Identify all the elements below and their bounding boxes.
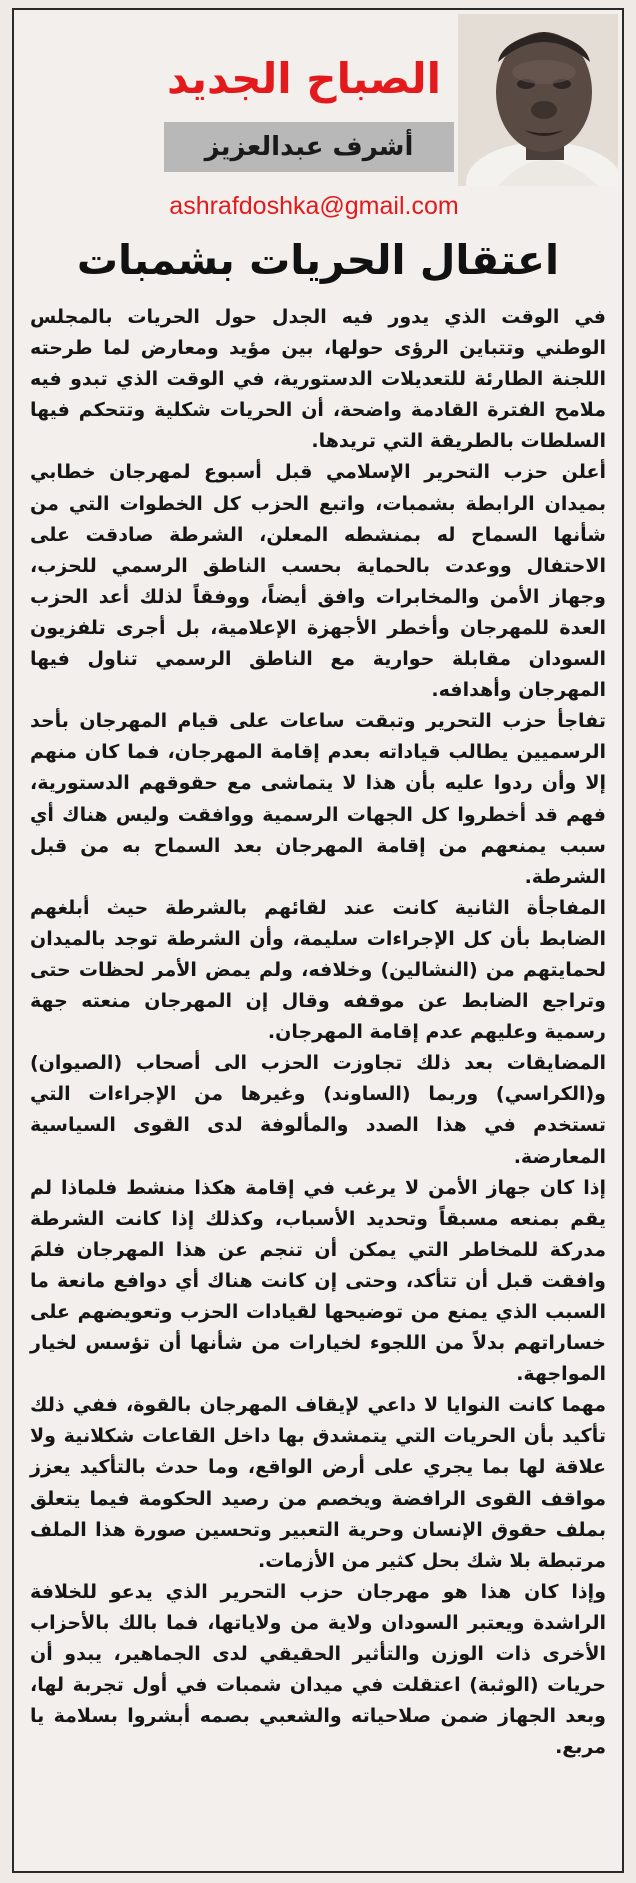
article-paragraph: تفاجأ حزب التحرير وتبقت ساعات على قيام المهرجان بأحد الرسميين يطالب قياداته بعدم إقامة المهرجان، فما كان منهم إلا وأن ردوا عليه بأن هذا لا يتماشى مع حقوقهم الدستورية، فهم قد أخطروا كل الجهات الرسمية ووافقت وليس هناك أي سبب يمنعهم من إقامة المهرجان بعد السماح به من قبل الشرطة.	[30, 710, 606, 888]
article-paragraph: المفاجأة الثانية كانت عند لقائهم بالشرطة حيث أبلغهم الضابط بأن كل الإجراءات سليمة، وأن الشرطة توجد بالميدان لحمايتهم من (النشالين) وخلافه، ولم يمض الأمر لحظات حتى وتراجع الضابط عن موقفه وقال إن المهرجان منعته جهة رسمية وعليهم عدم إقامة المهرجان.	[30, 896, 606, 1044]
author-portrait-image	[458, 14, 618, 186]
author-name: أشرف عبدالعزيز	[164, 122, 454, 172]
column-header	[14, 10, 622, 284]
newspaper-column	[12, 8, 624, 1873]
article-paragraph: إذا كان جهاز الأمن لا يرغب في إقامة هكذا منشط فلماذا لم يقم بمنعه مسبقاً وتحديد الأسباب، وكذلك إذا كانت الشرطة مدركة للمخاطر التي يمكن أن تنجم عن هذا المهرجان فلمَ وافقت قبل أن تتأكد، وحتى إن كانت هناك أي دوافع مانعة ما السبب الذي يمنع من توضيحها لقيادات الحزب وتعويضهم على خساراتهم بدلاً من اللجوء لخيارات من شأنها أن تؤسس لخيار المواجهة.	[30, 1176, 606, 1386]
column-brand-title: الصباح الجديد	[166, 54, 442, 103]
article-paragraph: وإذا كان هذا هو مهرجان حزب التحرير الذي يدعو للخلافة الراشدة ويعتبر السودان ولاية من ولاياتها، فما بالك بالأحزاب الأخرى ذات الوزن والتأثير الحقيقي لدى الجماهير، يبدو أن حريات (الوثبة) اعتقلت في ميدان شمبات في أول تجربة لها، وبعد الجهاز ضمن صلاحياته والشعبي بصمه أبشروا بسلامة يا مربع.	[30, 1580, 606, 1759]
author-email: ashrafdoshka@gmail.com	[169, 192, 459, 220]
article-body	[30, 302, 606, 1763]
article-paragraph: أعلن حزب التحرير الإسلامي قبل أسبوع لمهرجان خطابي بميدان الرابطة بشمبات، واتبع الحزب كل الخطوات التي من شأنها السماح له بمنشطه المعلن، الشرطة صادقت على الاحتفال ووعدت بالحماية بحسب الناطق الرسمي للحزب، وجهاز الأمن والمخابرات وافق أيضاً، ووفقاً لذلك أعد الحزب العدة للمهرجان وأخطر الأجهزة الإعلامية، بل أجرى تلفزيون السودان مقابلة حوارية مع الناطق الرسمي تناول فيها المهرجان وأهدافه.	[30, 461, 606, 702]
author-photo	[458, 14, 618, 186]
article-paragraph: مهما كانت النوايا لا داعي لإيقاف المهرجان بالقوة، ففي ذلك تأكيد بأن الحريات التي يتمشدق بها داخل القاعات شكلانية ولا علاقة لها بما يجري على أرض الواقع، وما حدث بالتأكيد يعزز مواقف القوى الرافضة ويخصم من رصيد الحكومة فيما يتعلق بملف حقوق الإنسان وحرية التعبير وتحسين صورة هذا الملف مرتبطة بلا شك بحل كثير من الأزمات.	[30, 1394, 606, 1572]
article-paragraph: في الوقت الذي يدور فيه الجدل حول الحريات بالمجلس الوطني وتتباين الرؤى حولها، بين مؤيد ومعارض لما طرحته اللجنة الطارئة للتعديلات الدستورية، في الوقت الذي تبدو فيه ملامح الفترة القادمة واضحة، أن الحريات شكلية وتتحكم فيها السلطات بالطريقة التي تريدها.	[30, 306, 606, 453]
article-paragraph: المضايقات بعد ذلك تجاوزت الحزب الى أصحاب (الصيوان) و(الكراسي) وربما (الساوند) وغيرها من الإجراءات التي تستخدم في هذا الصدد والمألوفة لدى القوى السياسية المعارضة.	[30, 1052, 606, 1168]
article-title: اعتقال الحريات بشمبات	[76, 236, 560, 284]
